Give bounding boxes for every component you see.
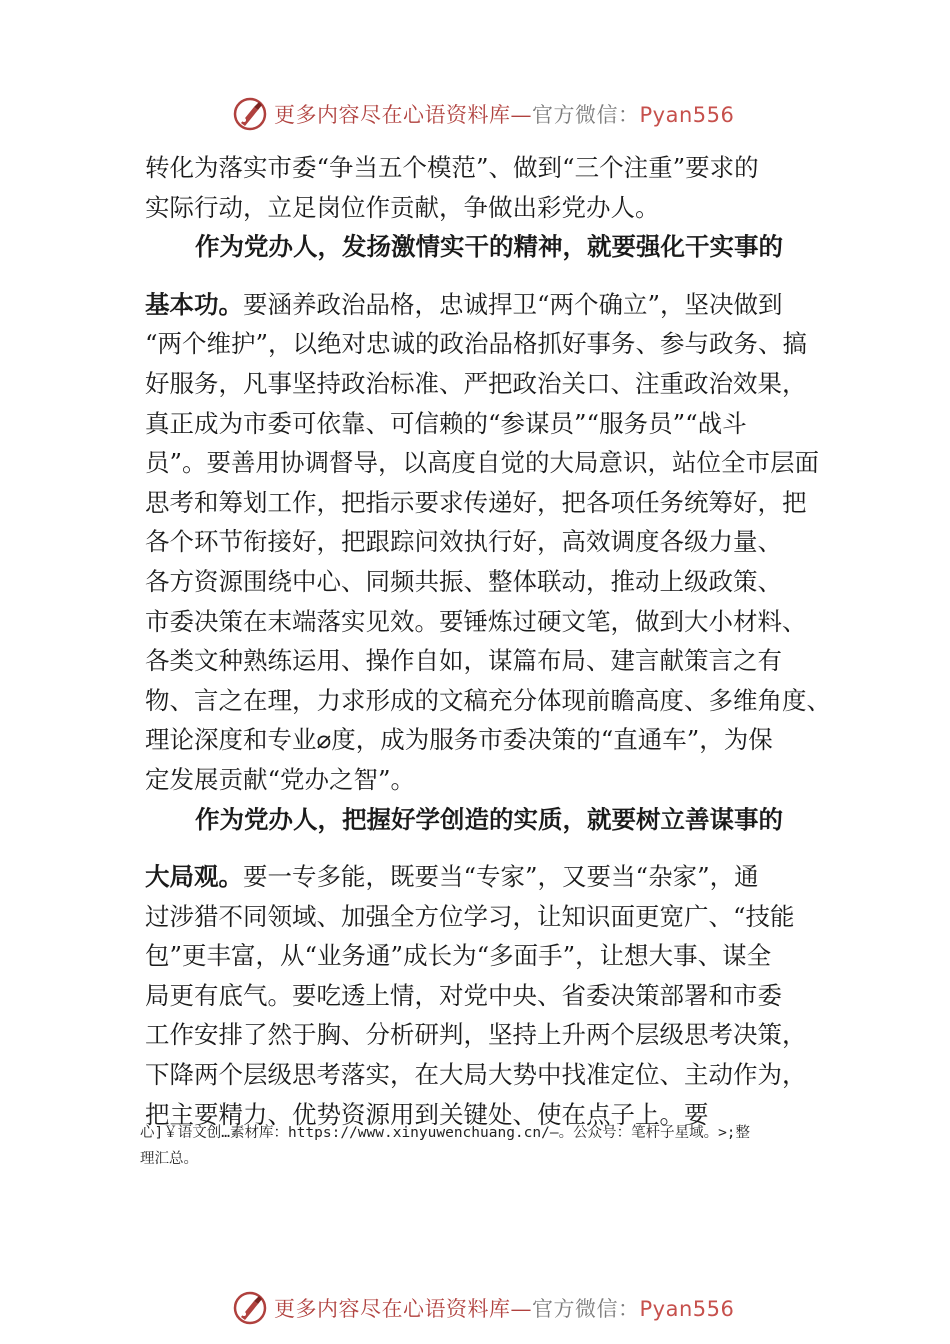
- paragraph-line: 下降两个层级思考落实，在大局大势中找准定位、主动作为，: [145, 1060, 807, 1090]
- banner-text: [274, 1293, 734, 1323]
- heading-tail: 大局观。: [145, 862, 243, 892]
- footnote-line: 理汇总。: [140, 1151, 198, 1167]
- paragraph-line: 局更有底气。要吃透上情，对党中央、省委决策部署和市委: [145, 980, 782, 1010]
- paragraph-text: 要涵养政治品格，忠诚捍卫“两个确立”，坚决做到: [243, 289, 783, 319]
- heading-tail: 基本功。: [145, 289, 243, 319]
- banner-library-name: 更多内容尽在心语资料库: [274, 103, 511, 127]
- section-heading: 作为党办人，发扬激情实干的精神，就要强化干实事的: [195, 232, 783, 262]
- paragraph-line: 把主要精力、优势资源用到关键处、使在点子上。要: [145, 1099, 709, 1129]
- paragraph-line: 各类文种熟练运用、操作自如，谋篇布局、建言献策言之有: [145, 646, 782, 676]
- banner-wechat-id: Pyan556: [639, 1297, 735, 1321]
- paragraph-line: 好服务，凡事坚持政治标准、严把政治关口、注重政治效果，: [145, 368, 807, 398]
- banner-library-name: 更多内容尽在心语资料库: [274, 1297, 511, 1321]
- banner-dash: —: [510, 1297, 532, 1321]
- paragraph-line: [145, 857, 825, 897]
- banner-text: [274, 99, 734, 129]
- paragraph-line: 市委决策在末端落实见效。要锤炼过硬文笔，做到大小材料、: [145, 606, 807, 636]
- paragraph-line: 定发展贡献“党办之智”。: [145, 764, 416, 794]
- paragraph-line: 包”更丰富，从“业务通”成长为“多面手”，让想大事、谋全: [145, 941, 772, 971]
- footnote-line: 心]￥语文创…素材库：https://www.xinyuwenchuang.cn/—。公众号：笔杆子星域。>;整: [140, 1125, 751, 1141]
- paragraph-line: [145, 285, 825, 325]
- paragraph-line: 真正成为市委可依靠、可信赖的“参谋员”“服务员”“战斗: [145, 408, 747, 438]
- paragraph-line: 实际行动，立足岗位作贡献，争做出彩党办人。: [145, 192, 660, 222]
- source-footnote: [140, 1120, 840, 1172]
- paragraph-line: 转化为落实市委“争当五个模范”、做到“三个注重”要求的: [145, 153, 759, 182]
- paragraph-line: 思考和筹划工作，把指示要求传递好，把各项任务统筹好，把: [145, 487, 807, 517]
- paragraph-line: 物、言之在理，力求形成的文稿充分体现前瞻高度、多维角度、: [145, 685, 831, 715]
- pen-logo-icon: [232, 1290, 268, 1326]
- header-banner: [232, 94, 735, 134]
- paragraph-line: 各个环节衔接好，把跟踪问效执行好，高效调度各级力量、: [145, 527, 782, 557]
- paragraph-line: “两个维护”，以绝对忠诚的政治品格抓好事务、参与政务、搞: [145, 329, 808, 359]
- section-heading: 作为党办人，把握好学创造的实质，就要树立善谋事的: [195, 804, 783, 834]
- paragraph-line: 过涉猎不同领域、加强全方位学习，让知识面更宽广、“技能: [145, 901, 795, 931]
- paragraph-text: 要一专多能，既要当“专家”，又要当“杂家”，通: [243, 862, 759, 892]
- banner-wechat-label: 官方微信：: [532, 103, 640, 127]
- paragraph-line: 理论深度和专业⌀度，成为服务市委决策的“直通车”，为保: [145, 725, 773, 755]
- paragraph-line: 员”。要善用协调督导，以高度自觉的大局意识，站位全市层面: [145, 448, 820, 478]
- pen-logo-icon: [232, 96, 268, 132]
- banner-wechat-id: Pyan556: [639, 103, 735, 127]
- paragraph-line: 工作安排了然于胸、分析研判，坚持上升两个层级思考决策，: [145, 1020, 807, 1050]
- footer-banner: [232, 1288, 735, 1328]
- banner-dash: —: [510, 103, 532, 127]
- paragraph-line: 各方资源围绕中心、同频共振、整体联动，推动上级政策、: [145, 566, 782, 596]
- banner-wechat-label: 官方微信：: [532, 1297, 640, 1321]
- document-body: [145, 148, 831, 1134]
